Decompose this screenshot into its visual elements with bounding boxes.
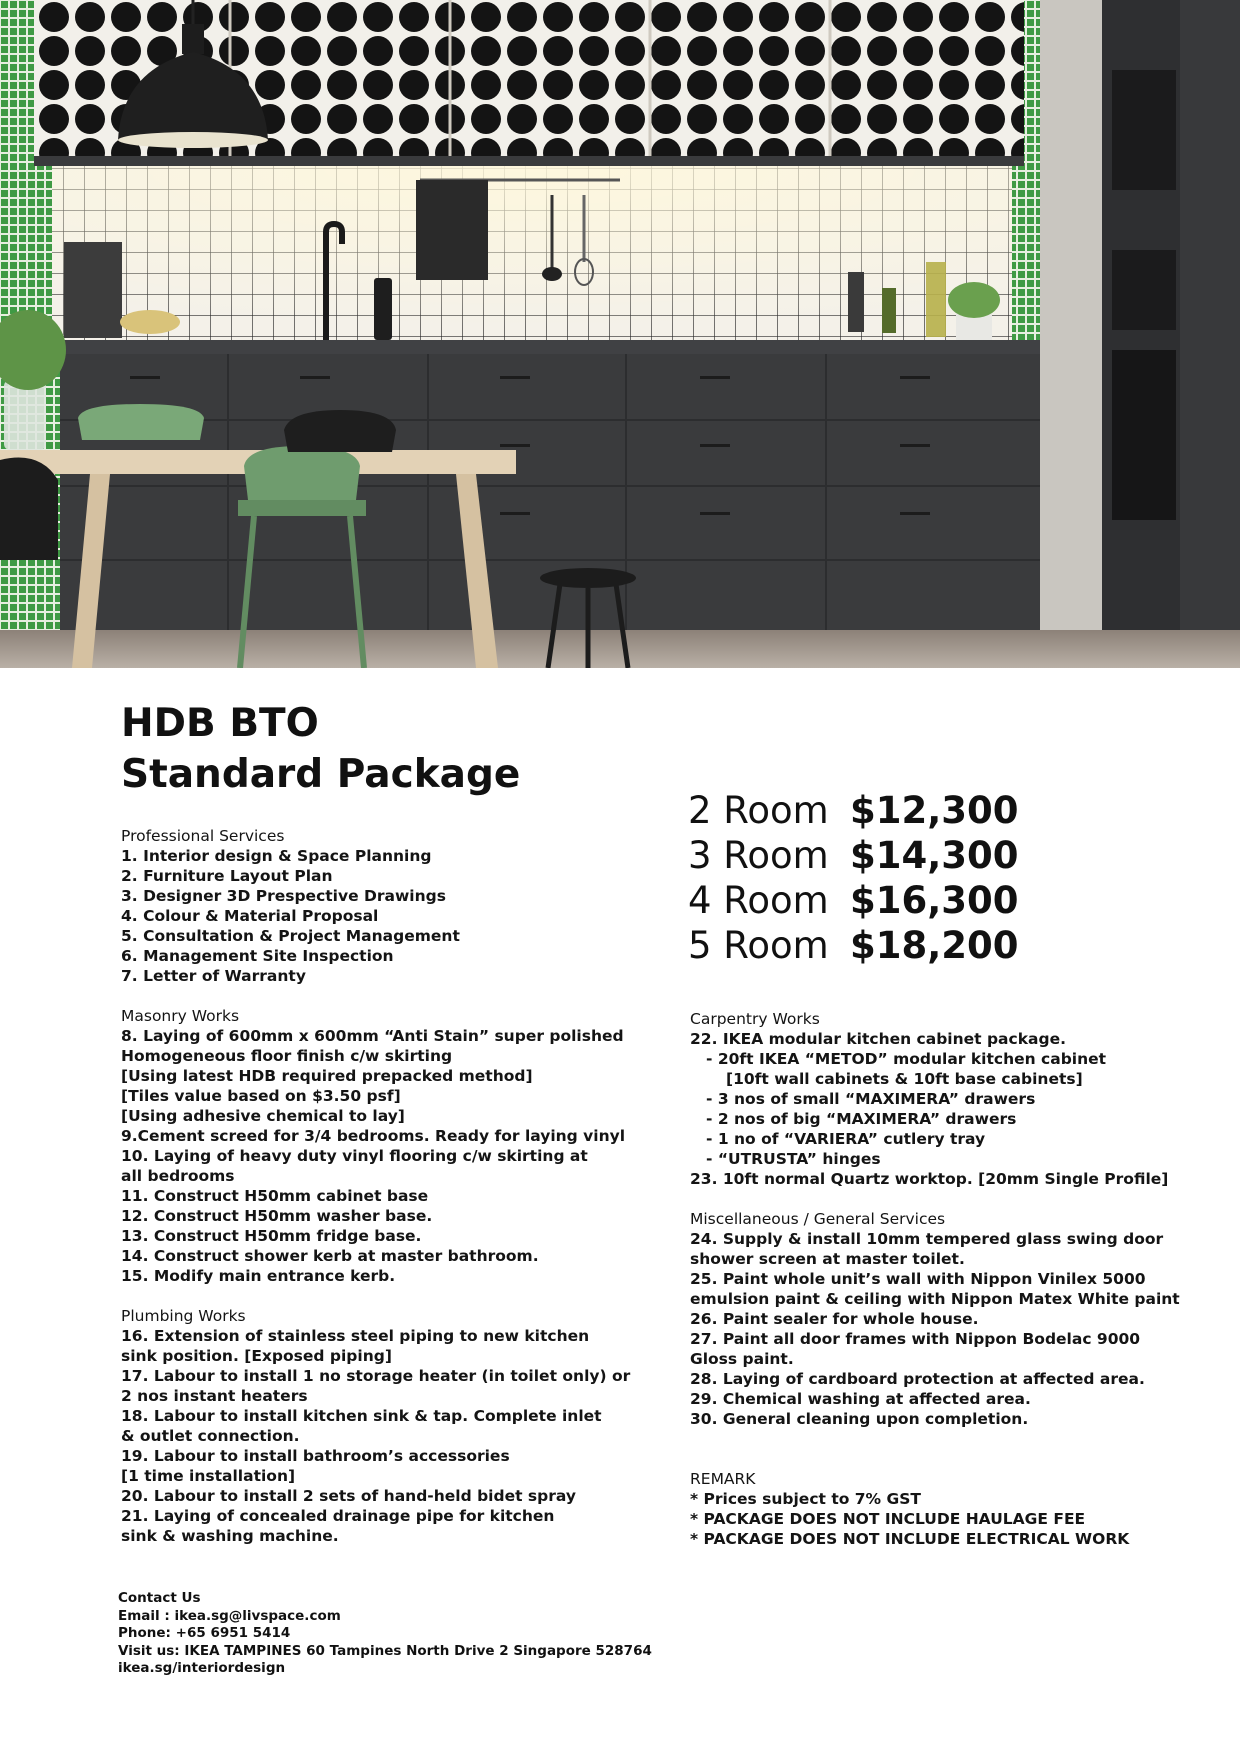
list-item: 29. Chemical washing at affected area.: [690, 1390, 1031, 1408]
price-row: [688, 788, 1019, 833]
list-item: [1 time installation]: [121, 1467, 296, 1485]
list-item: 22. IKEA modular kitchen cabinet package.: [690, 1030, 1066, 1048]
list-item: 13. Construct H50mm fridge base.: [121, 1227, 422, 1245]
list-item: [Tiles value based on $3.50 psf]: [121, 1087, 401, 1105]
list-item: & outlet connection.: [121, 1427, 300, 1445]
kitchen-hero-image: [0, 0, 1240, 668]
list-item: 6. Management Site Inspection: [121, 947, 394, 965]
plumbing-heading: Plumbing Works: [121, 1307, 246, 1325]
list-item: 7. Letter of Warranty: [121, 967, 306, 985]
package-title: [121, 698, 520, 800]
contact-address: Visit us: IKEA TAMPINES 60 Tampines North Drive 2 Singapore 528764: [118, 1642, 652, 1659]
list-subitem: - 3 nos of small “MAXIMERA” drawers: [706, 1090, 1036, 1108]
list-item: 1. Interior design & Space Planning: [121, 847, 432, 865]
list-subitem: - 20ft IKEA “METOD” modular kitchen cabinet: [706, 1050, 1107, 1068]
contact-phone[interactable]: Phone: +65 6951 5414: [118, 1625, 291, 1641]
list-item: 12. Construct H50mm washer base.: [121, 1207, 433, 1225]
list-item: 8. Laying of 600mm x 600mm “Anti Stain” super polished: [121, 1027, 624, 1045]
list-item: 2. Furniture Layout Plan: [121, 867, 333, 885]
list-item: 30. General cleaning upon completion.: [690, 1410, 1029, 1428]
list-item: 26. Paint sealer for whole house.: [690, 1310, 979, 1328]
kitchen-illustration: [0, 0, 1240, 668]
list-item: 28. Laying of cardboard protection at affected area.: [690, 1370, 1145, 1388]
list-item: 18. Labour to install kitchen sink & tap. Complete inlet: [121, 1407, 602, 1425]
list-item: 11. Construct H50mm cabinet base: [121, 1187, 429, 1205]
contact-section: [118, 1590, 652, 1678]
list-item: 15. Modify main entrance kerb.: [121, 1267, 396, 1285]
right-column: [690, 1009, 1180, 1549]
list-item: 20. Labour to install 2 sets of hand-held bidet spray: [121, 1487, 576, 1505]
list-item: 21. Laying of concealed drainage pipe for kitchen: [121, 1507, 555, 1525]
price-row: [688, 923, 1019, 968]
masonry-heading: Masonry Works: [121, 1007, 240, 1025]
list-subitem: - 2 nos of big “MAXIMERA” drawers: [706, 1110, 1017, 1128]
contact-website-link[interactable]: ikea.sg/interiordesign: [118, 1660, 286, 1676]
carpentry-heading: Carpentry Works: [690, 1010, 820, 1028]
room-type: 4 Room: [688, 879, 829, 922]
list-item: 10. Laying of heavy duty vinyl flooring c/w skirting at: [121, 1147, 588, 1165]
list-item: 24. Supply & install 10mm tempered glass swing door: [690, 1230, 1164, 1248]
remark-item: * PACKAGE DOES NOT INCLUDE HAULAGE FEE: [690, 1510, 1086, 1528]
list-item: [Using adhesive chemical to lay]: [121, 1107, 405, 1125]
room-price: $16,300: [850, 879, 1019, 922]
list-item: sink position. [Exposed piping]: [121, 1347, 392, 1365]
list-item: shower screen at master toilet.: [690, 1250, 965, 1268]
list-item: 5. Consultation & Project Management: [121, 927, 460, 945]
remark-item: * PACKAGE DOES NOT INCLUDE ELECTRICAL WORK: [690, 1530, 1130, 1548]
list-item: 23. 10ft normal Quartz worktop. [20mm Single Profile]: [690, 1170, 1169, 1188]
price-row: [688, 833, 1019, 878]
list-subitem: - 1 no of “VARIERA” cutlery tray: [706, 1130, 986, 1148]
room-type: 2 Room: [688, 789, 829, 832]
list-item: 27. Paint all door frames with Nippon Bodelac 9000: [690, 1330, 1141, 1348]
list-subitem-detail: [10ft wall cabinets & 10ft base cabinets]: [726, 1070, 1083, 1088]
list-item: 4. Colour & Material Proposal: [121, 907, 379, 925]
list-item: Gloss paint.: [690, 1350, 794, 1368]
room-price: $12,300: [850, 789, 1019, 832]
list-item: 9.Cement screed for 3/4 bedrooms. Ready for laying vinyl: [121, 1127, 626, 1145]
contact-heading: Contact Us: [118, 1590, 201, 1606]
room-price: $18,200: [850, 924, 1019, 967]
left-column: [121, 826, 630, 1546]
remark-item: * Prices subject to 7% GST: [690, 1490, 921, 1508]
remark-heading: REMARK: [690, 1470, 756, 1488]
list-item: 3. Designer 3D Prespective Drawings: [121, 887, 446, 905]
list-item: [Using latest HDB required prepacked method]: [121, 1067, 533, 1085]
list-item: 19. Labour to install bathroom’s accessories: [121, 1447, 510, 1465]
room-type: 3 Room: [688, 834, 829, 877]
professional-heading: Professional Services: [121, 827, 285, 845]
list-item: 14. Construct shower kerb at master bathroom.: [121, 1247, 539, 1265]
list-item: all bedrooms: [121, 1167, 235, 1185]
price-row: [688, 878, 1019, 923]
title-line-1: HDB BTO: [121, 701, 319, 746]
list-subitem: - “UTRUSTA” hinges: [706, 1150, 881, 1168]
list-item: Homogeneous floor finish c/w skirting: [121, 1047, 453, 1065]
list-item: emulsion paint & ceiling with Nippon Matex White paint: [690, 1290, 1180, 1308]
list-item: 25. Paint whole unit’s wall with Nippon Vinilex 5000: [690, 1270, 1146, 1288]
title-line-2: Standard Package: [121, 752, 521, 797]
contact-email[interactable]: Email : ikea.sg@livspace.com: [118, 1607, 341, 1624]
room-price: $14,300: [850, 834, 1019, 877]
list-item: 16. Extension of stainless steel piping to new kitchen: [121, 1327, 590, 1345]
list-item: 17. Labour to install 1 no storage heater (in toilet only) or: [121, 1367, 631, 1385]
list-item: sink & washing machine.: [121, 1527, 339, 1545]
room-type: 5 Room: [688, 924, 829, 967]
list-item: 2 nos instant heaters: [121, 1387, 308, 1405]
misc-heading: Miscellaneous / General Services: [690, 1210, 946, 1228]
price-list: [688, 788, 1019, 968]
